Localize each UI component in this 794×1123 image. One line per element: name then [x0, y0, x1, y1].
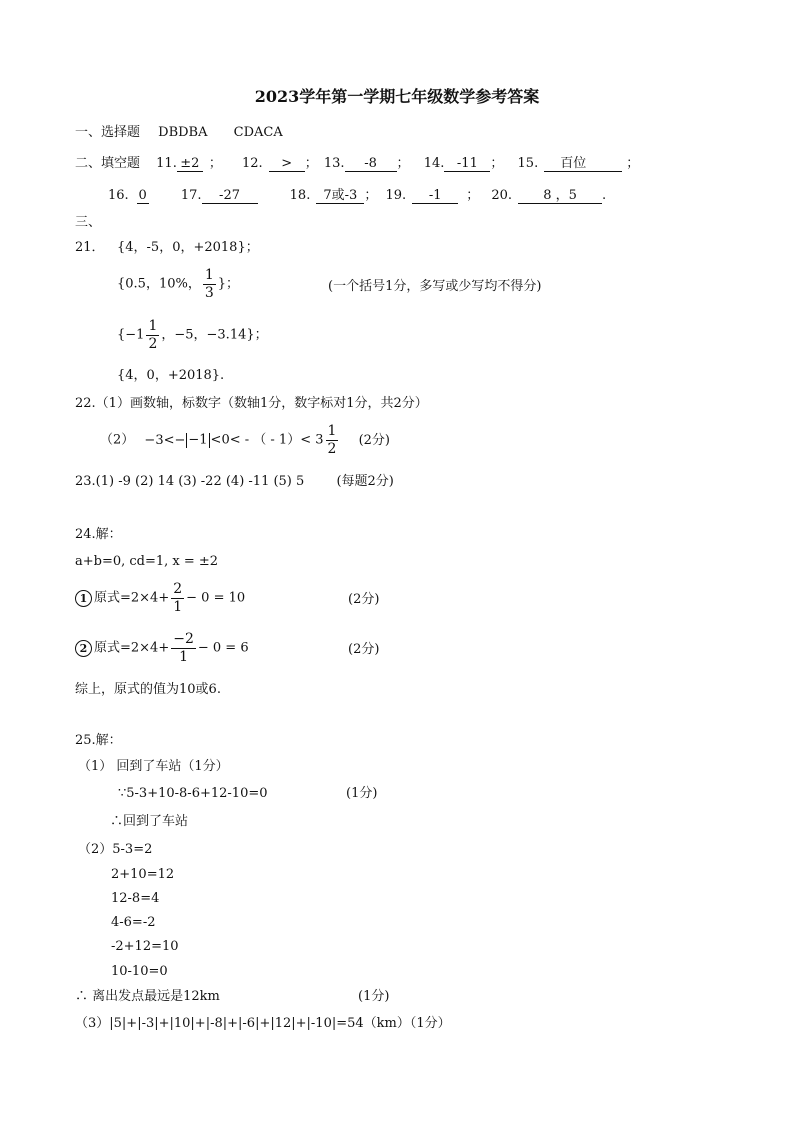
q21-scoring-note: (一个括号1分，多写或少写均不得分) [328, 279, 542, 294]
circled-1: 1 [75, 590, 92, 607]
q24-conclusion: 综上，原式的值为10或6. [75, 682, 221, 697]
q25-part-2-line-3: 12-8=4 [111, 891, 160, 906]
sep: ； [208, 156, 222, 171]
q18-number: 18. [289, 188, 311, 203]
q22-line-2 [100, 424, 390, 456]
choice-answers-2: CDACA [233, 125, 283, 140]
q25-part-2-score: (1分) [358, 989, 390, 1004]
q15-answer: 百位 [544, 157, 622, 172]
q24-e1-post: − 0 = 10 [186, 590, 246, 606]
q24-e1-pre: 原式=2×4+ [94, 590, 170, 606]
q13-number: 13. [323, 156, 345, 171]
q13-answer: -8 [345, 157, 397, 172]
section-3-label: 三、 [75, 215, 102, 230]
q17-answer: -27 [202, 189, 258, 204]
q24-conditions: a+b=0, cd=1, x = ±2 [75, 554, 219, 569]
q25-part-1-reason: ∵5-3+10-8-6+12-10=0 [118, 786, 268, 801]
q21-line-3 [117, 319, 268, 351]
q20-number: 20. [491, 188, 513, 203]
q23-score: (每题2分) [336, 474, 394, 489]
q24-score-2: (2分) [348, 642, 380, 657]
q21-line-2-pre: {0.5，10%， [117, 276, 201, 292]
q19-number: 19. [385, 188, 407, 203]
fraction-half: $\frac{1}{2}$ [327, 423, 337, 457]
fraction-one-third: $\frac{1}{3}$ [204, 267, 214, 301]
sep: ； [396, 156, 410, 171]
q25-part-2-line-4: 4-6=-2 [111, 915, 156, 930]
q25-part-1-conclusion: ∴回到了车站 [110, 814, 189, 829]
section-fill-label: 二、填空题 [75, 156, 141, 171]
q22-score: (2分) [358, 432, 390, 448]
q25-part-1-score: (1分) [346, 786, 378, 801]
q23-answers: 23.(1) -9 (2) 14 (3) -22 (4) -11 (5) 5 [75, 474, 305, 489]
end-mark: . [602, 188, 607, 203]
circled-2: 2 [75, 640, 92, 657]
q20-answer: 8 ，5 [518, 189, 602, 204]
sep: ； [304, 156, 318, 171]
q25-part-1: （1） 回到了车站（1分） [78, 759, 229, 774]
sep: ； [490, 156, 504, 171]
q24-head: 24.解： [75, 527, 122, 542]
q21-line-2-post: }； [217, 276, 240, 292]
q25-part-3: （3）|5|+|-3|+|10|+|-8|+|-6|+|12|+|-10|=54（km）（1分） [75, 1016, 451, 1031]
sep: ； [626, 156, 640, 171]
section-fill-row-2 [108, 189, 606, 204]
fraction-neg2-over-1: $\frac{-2}{1}$ [173, 631, 194, 665]
q25-part-2-line-2: 2+10=12 [111, 867, 175, 882]
section-choice [75, 126, 283, 139]
fraction-2-over-1: $\frac{2}{1}$ [173, 581, 183, 615]
q21-line-1: {4，-5，0，+2018}； [117, 240, 259, 255]
q12-number: 12. [242, 156, 263, 171]
q17-number: 17. [180, 188, 202, 203]
q25-part-2-line-5: -2+12=10 [111, 939, 179, 954]
q14-answer: -11 [444, 157, 490, 172]
q11-answer: ±2 [177, 157, 203, 172]
section-choice-label: 一、选择题 [75, 125, 141, 140]
section-fill-row-1 [75, 157, 639, 172]
q21-line-2 [117, 268, 239, 300]
fraction-one-half: $\frac{1}{2}$ [148, 318, 158, 352]
sep: ； [364, 188, 378, 203]
q25-part-2-line-1: （2）5-3=2 [78, 842, 153, 857]
choice-answers-1: DBDBA [158, 125, 208, 140]
q16-answer: 0 [138, 188, 147, 203]
q22-line-1: 22.（1）画数轴，标数字（数轴1分，数字标对1分，共2分） [75, 396, 428, 411]
q24-e2-post: − 0 = 6 [197, 640, 249, 656]
q19-answer: -1 [412, 189, 458, 204]
q23-line [75, 475, 394, 488]
q24-score-1: (2分) [348, 592, 380, 607]
q24-case-1 [75, 582, 245, 614]
page-title: 2023学年第一学期七年级数学参考答案 [254, 87, 540, 106]
q25-part-2-line-6: 10-10=0 [111, 964, 168, 979]
q16-number: 16. [108, 188, 129, 203]
sep: ； [466, 188, 480, 203]
q25-head: 25.解： [75, 733, 122, 748]
q21-number: 21． [75, 240, 105, 255]
q21-line-3-pre: {−1 [117, 327, 145, 343]
q21-line-4: {4，0，+2018}. [117, 368, 225, 383]
q22-abs-value: −1 [188, 432, 208, 448]
q14-number: 14. [423, 156, 445, 171]
q22-part-label: （2） [100, 432, 135, 448]
q15-number: 15. [517, 156, 539, 171]
q25-part-2-conclusion: ∴ 离出发点最远是12km [75, 989, 220, 1004]
q18-answer: 7或-3 [316, 189, 364, 204]
q22-expr-c: <0< - （ - 1）< 3 [210, 432, 324, 448]
q24-e2-pre: 原式=2×4+ [94, 640, 170, 656]
q12-answer: > [269, 157, 305, 172]
q22-expr-a: −3<− [144, 432, 186, 448]
q21-line-3-post: ，−5，−3.14}； [161, 327, 268, 343]
q11-number: 11. [156, 156, 177, 171]
q24-case-2 [75, 632, 249, 664]
